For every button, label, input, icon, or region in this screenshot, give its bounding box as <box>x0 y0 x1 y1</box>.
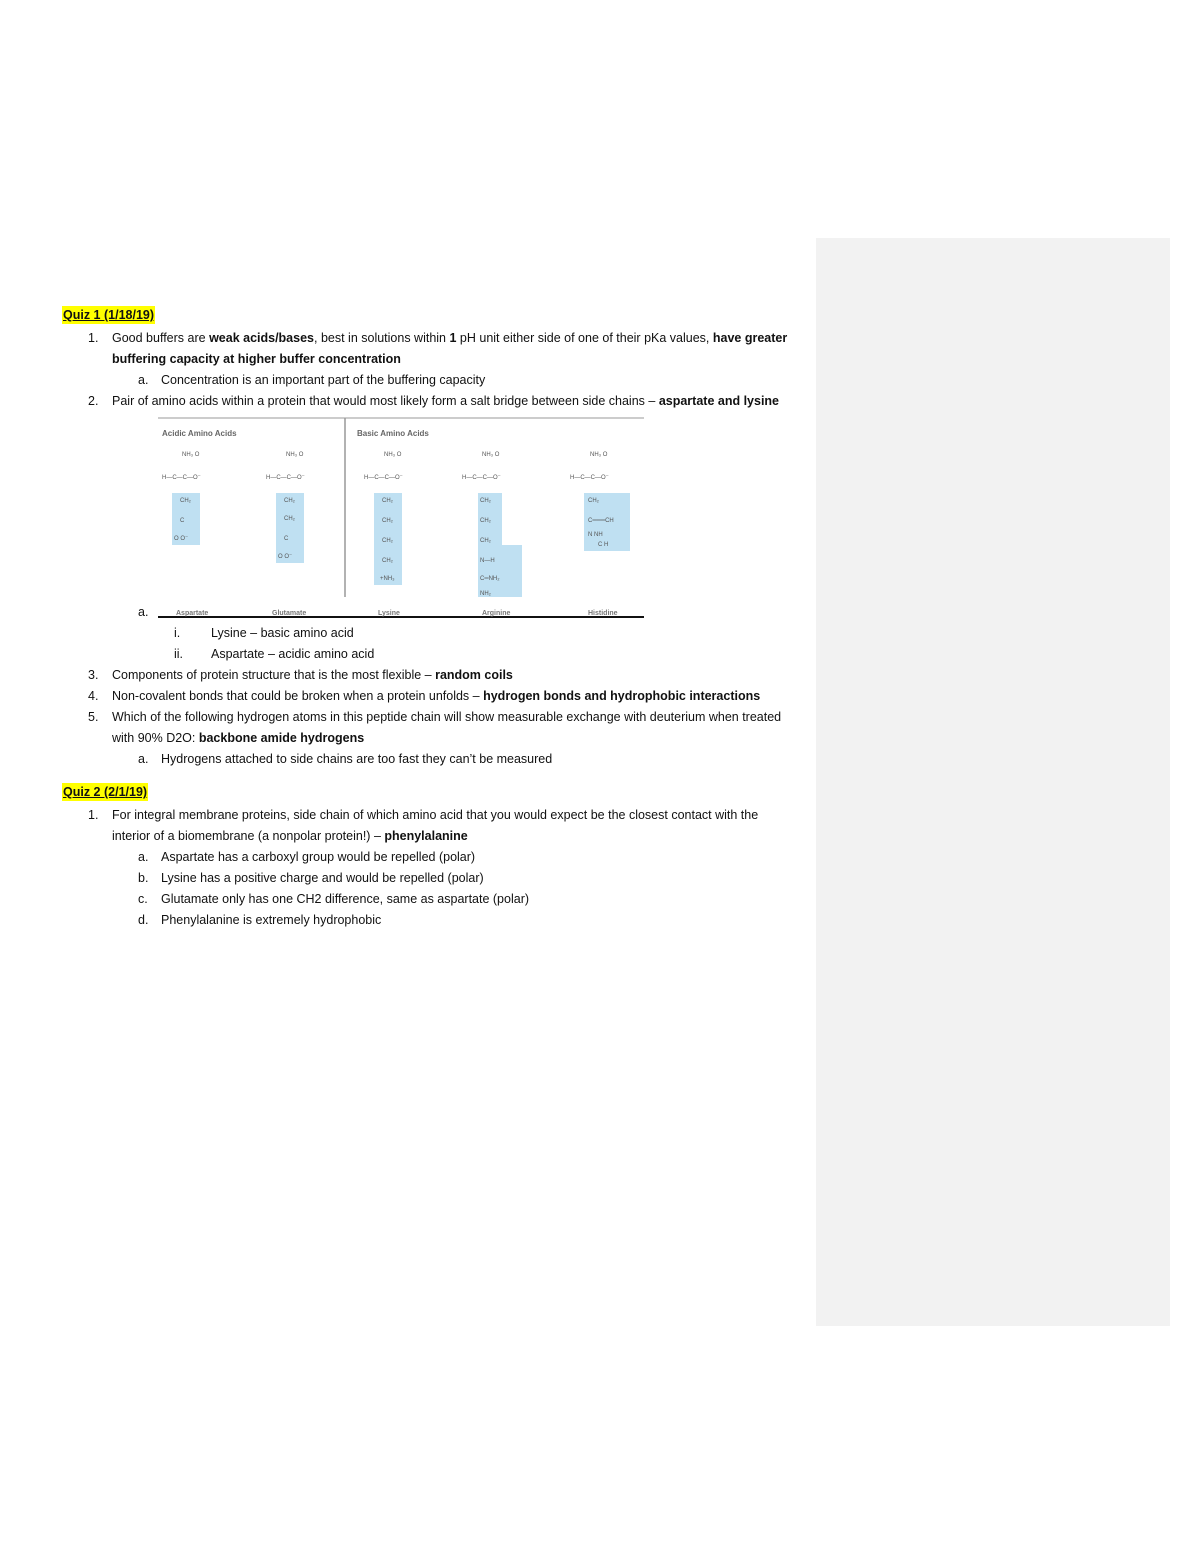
svg-text:H—C—C—O⁻: H—C—C—O⁻ <box>570 475 609 481</box>
svg-text:NH₃ O: NH₃ O <box>590 452 608 458</box>
histidine-structure <box>570 452 630 551</box>
svg-text:NH₃ O: NH₃ O <box>384 452 402 458</box>
answer-text: weak acids/bases <box>209 331 314 345</box>
quiz1-question-1 <box>62 328 792 370</box>
comment-pane <box>816 238 1170 1326</box>
svg-text:CH₂: CH₂ <box>588 498 599 504</box>
svg-text:C: C <box>284 536 289 542</box>
svg-text:CH₂: CH₂ <box>382 498 393 504</box>
quiz1-question-5-note <box>62 749 792 770</box>
list-letter: d. <box>138 913 149 927</box>
label-lysine: Lysine <box>378 610 400 617</box>
answer-text: phenylalanine <box>384 829 468 843</box>
svg-text:N—H: N—H <box>480 558 495 564</box>
list-number: 3. <box>88 668 99 682</box>
note-text: Phenylalanine is extremely hydrophobic <box>161 913 382 927</box>
list-number: 2. <box>88 394 99 408</box>
quiz1-question-2 <box>62 391 792 412</box>
quiz2-question-1-note-d <box>62 910 792 931</box>
svg-text:H—C—C—O⁻: H—C—C—O⁻ <box>162 475 201 481</box>
answer-text: random coils <box>435 668 513 682</box>
quiz1-question-3 <box>62 665 792 686</box>
arginine-structure <box>462 452 522 597</box>
quiz2-question-1 <box>62 805 792 847</box>
acidic-title: Acidic Amino Acids <box>162 429 237 438</box>
svg-text:N NH: N NH <box>588 532 603 538</box>
question-text: , best in solutions within <box>314 331 450 345</box>
aspartate-structure <box>162 452 201 545</box>
list-number: 5. <box>88 710 99 724</box>
quiz1-question-4 <box>62 686 792 707</box>
list-letter: b. <box>138 871 149 885</box>
quiz1-question-1-note <box>62 370 792 391</box>
note-text: Lysine has a positive charge and would be repelled (polar) <box>161 871 484 885</box>
list-number: 1. <box>88 808 99 822</box>
question-text: Components of protein structure that is the most flexible – <box>112 668 436 682</box>
answer-text: aspartate and lysine <box>658 394 780 408</box>
svg-text:CH₂: CH₂ <box>284 516 295 522</box>
svg-text:NH₃ O: NH₃ O <box>182 452 200 458</box>
glutamate-structure <box>266 452 305 563</box>
svg-text:CH₂: CH₂ <box>480 498 491 504</box>
quiz1-heading-row <box>62 305 792 326</box>
note-text: Lysine – basic amino acid <box>211 626 354 640</box>
quiz2-heading-row <box>62 782 792 803</box>
svg-text:CH₂: CH₂ <box>284 498 295 504</box>
quiz1-question-2-note-i <box>62 623 792 644</box>
svg-text:+NH₃: +NH₃ <box>380 576 395 582</box>
side-chain-highlight <box>478 545 522 597</box>
svg-text:H—C—C—O⁻: H—C—C—O⁻ <box>266 475 305 481</box>
note-text: Aspartate – acidic amino acid <box>211 647 375 661</box>
label-aspartate: Aspartate <box>176 610 209 617</box>
list-letter: a. <box>138 752 149 766</box>
note-text: Glutamate only has one CH2 difference, same as aspartate (polar) <box>161 892 530 906</box>
note-text: Hydrogens attached to side chains are too fast they can’t be measured <box>161 752 553 766</box>
list-letter: a. <box>138 605 149 619</box>
svg-text:CH₂: CH₂ <box>382 558 393 564</box>
quiz1-question-2-note-ii <box>62 644 792 665</box>
svg-text:CH₂: CH₂ <box>480 538 491 544</box>
svg-text:CH₂: CH₂ <box>382 538 393 544</box>
note-text: Concentration is an important part of the buffering capacity <box>161 373 486 387</box>
note-text: Aspartate has a carboxyl group would be repelled (polar) <box>161 850 476 864</box>
quiz2-question-1-note-b <box>62 868 792 889</box>
answer-text: backbone amide hydrogens <box>198 731 365 745</box>
label-arginine: Arginine <box>482 610 511 617</box>
quiz2-question-1-note-a <box>62 847 792 868</box>
document-body <box>62 305 792 931</box>
svg-text:O O⁻: O O⁻ <box>174 536 189 542</box>
amino-acid-figure-row <box>62 412 792 623</box>
quiz1-question-5 <box>62 707 792 749</box>
label-histidine: Histidine <box>588 610 618 617</box>
svg-text:CH₂: CH₂ <box>180 498 191 504</box>
quiz2-heading: Quiz 2 (2/1/19) <box>63 785 148 799</box>
question-text: Good buffers are <box>112 331 210 345</box>
svg-text:H—C—C—O⁻: H—C—C—O⁻ <box>462 475 501 481</box>
list-roman: ii. <box>174 647 184 661</box>
label-glutamate: Glutamate <box>272 610 307 617</box>
lysine-structure <box>364 452 403 585</box>
svg-text:CH₂: CH₂ <box>382 518 393 524</box>
question-text: Non-covalent bonds that could be broken when a protein unfolds – <box>112 689 484 703</box>
list-letter: a. <box>138 373 149 387</box>
svg-text:CH₂: CH₂ <box>480 518 491 524</box>
svg-text:H—C—C—O⁻: H—C—C—O⁻ <box>364 475 403 481</box>
list-number: 4. <box>88 689 99 703</box>
quiz2-question-1-note-c <box>62 889 792 910</box>
answer-text: have greater buffering capacity at higher buffer concentration <box>112 331 788 366</box>
question-text: pH unit either side of one of their pKa values, <box>456 331 713 345</box>
amino-acid-structures-figure <box>158 412 644 623</box>
quiz1-heading: Quiz 1 (1/18/19) <box>63 308 155 322</box>
svg-text:NH₃ O: NH₃ O <box>482 452 500 458</box>
question-text: For integral membrane proteins, side chain of which amino acid that you would expect be the closest contact with the interior of a biomembrane (a nonpolar protein!) – <box>112 808 759 843</box>
list-roman: i. <box>174 626 181 640</box>
svg-text:C═NH₂: C═NH₂ <box>480 576 500 582</box>
list-letter: a. <box>138 850 149 864</box>
svg-text:C H: C H <box>598 542 609 548</box>
answer-text: hydrogen bonds and hydrophobic interactions <box>483 689 761 703</box>
answer-text: 1 <box>449 331 457 345</box>
svg-text:C═══CH: C═══CH <box>588 518 614 524</box>
svg-text:NH₃ O: NH₃ O <box>286 452 304 458</box>
svg-text:C: C <box>180 518 185 524</box>
question-text: Pair of amino acids within a protein that would most likely form a salt bridge between side chains – <box>112 394 659 408</box>
list-number: 1. <box>88 331 99 345</box>
list-letter: c. <box>138 892 148 906</box>
svg-text:NH₂: NH₂ <box>480 591 491 597</box>
basic-title: Basic Amino Acids <box>357 429 429 438</box>
question-text: Which of the following hydrogen atoms in this peptide chain will show measurable exchange with deuterium when treated with 90% D2O: <box>112 710 782 745</box>
svg-text:O O⁻: O O⁻ <box>278 554 293 560</box>
